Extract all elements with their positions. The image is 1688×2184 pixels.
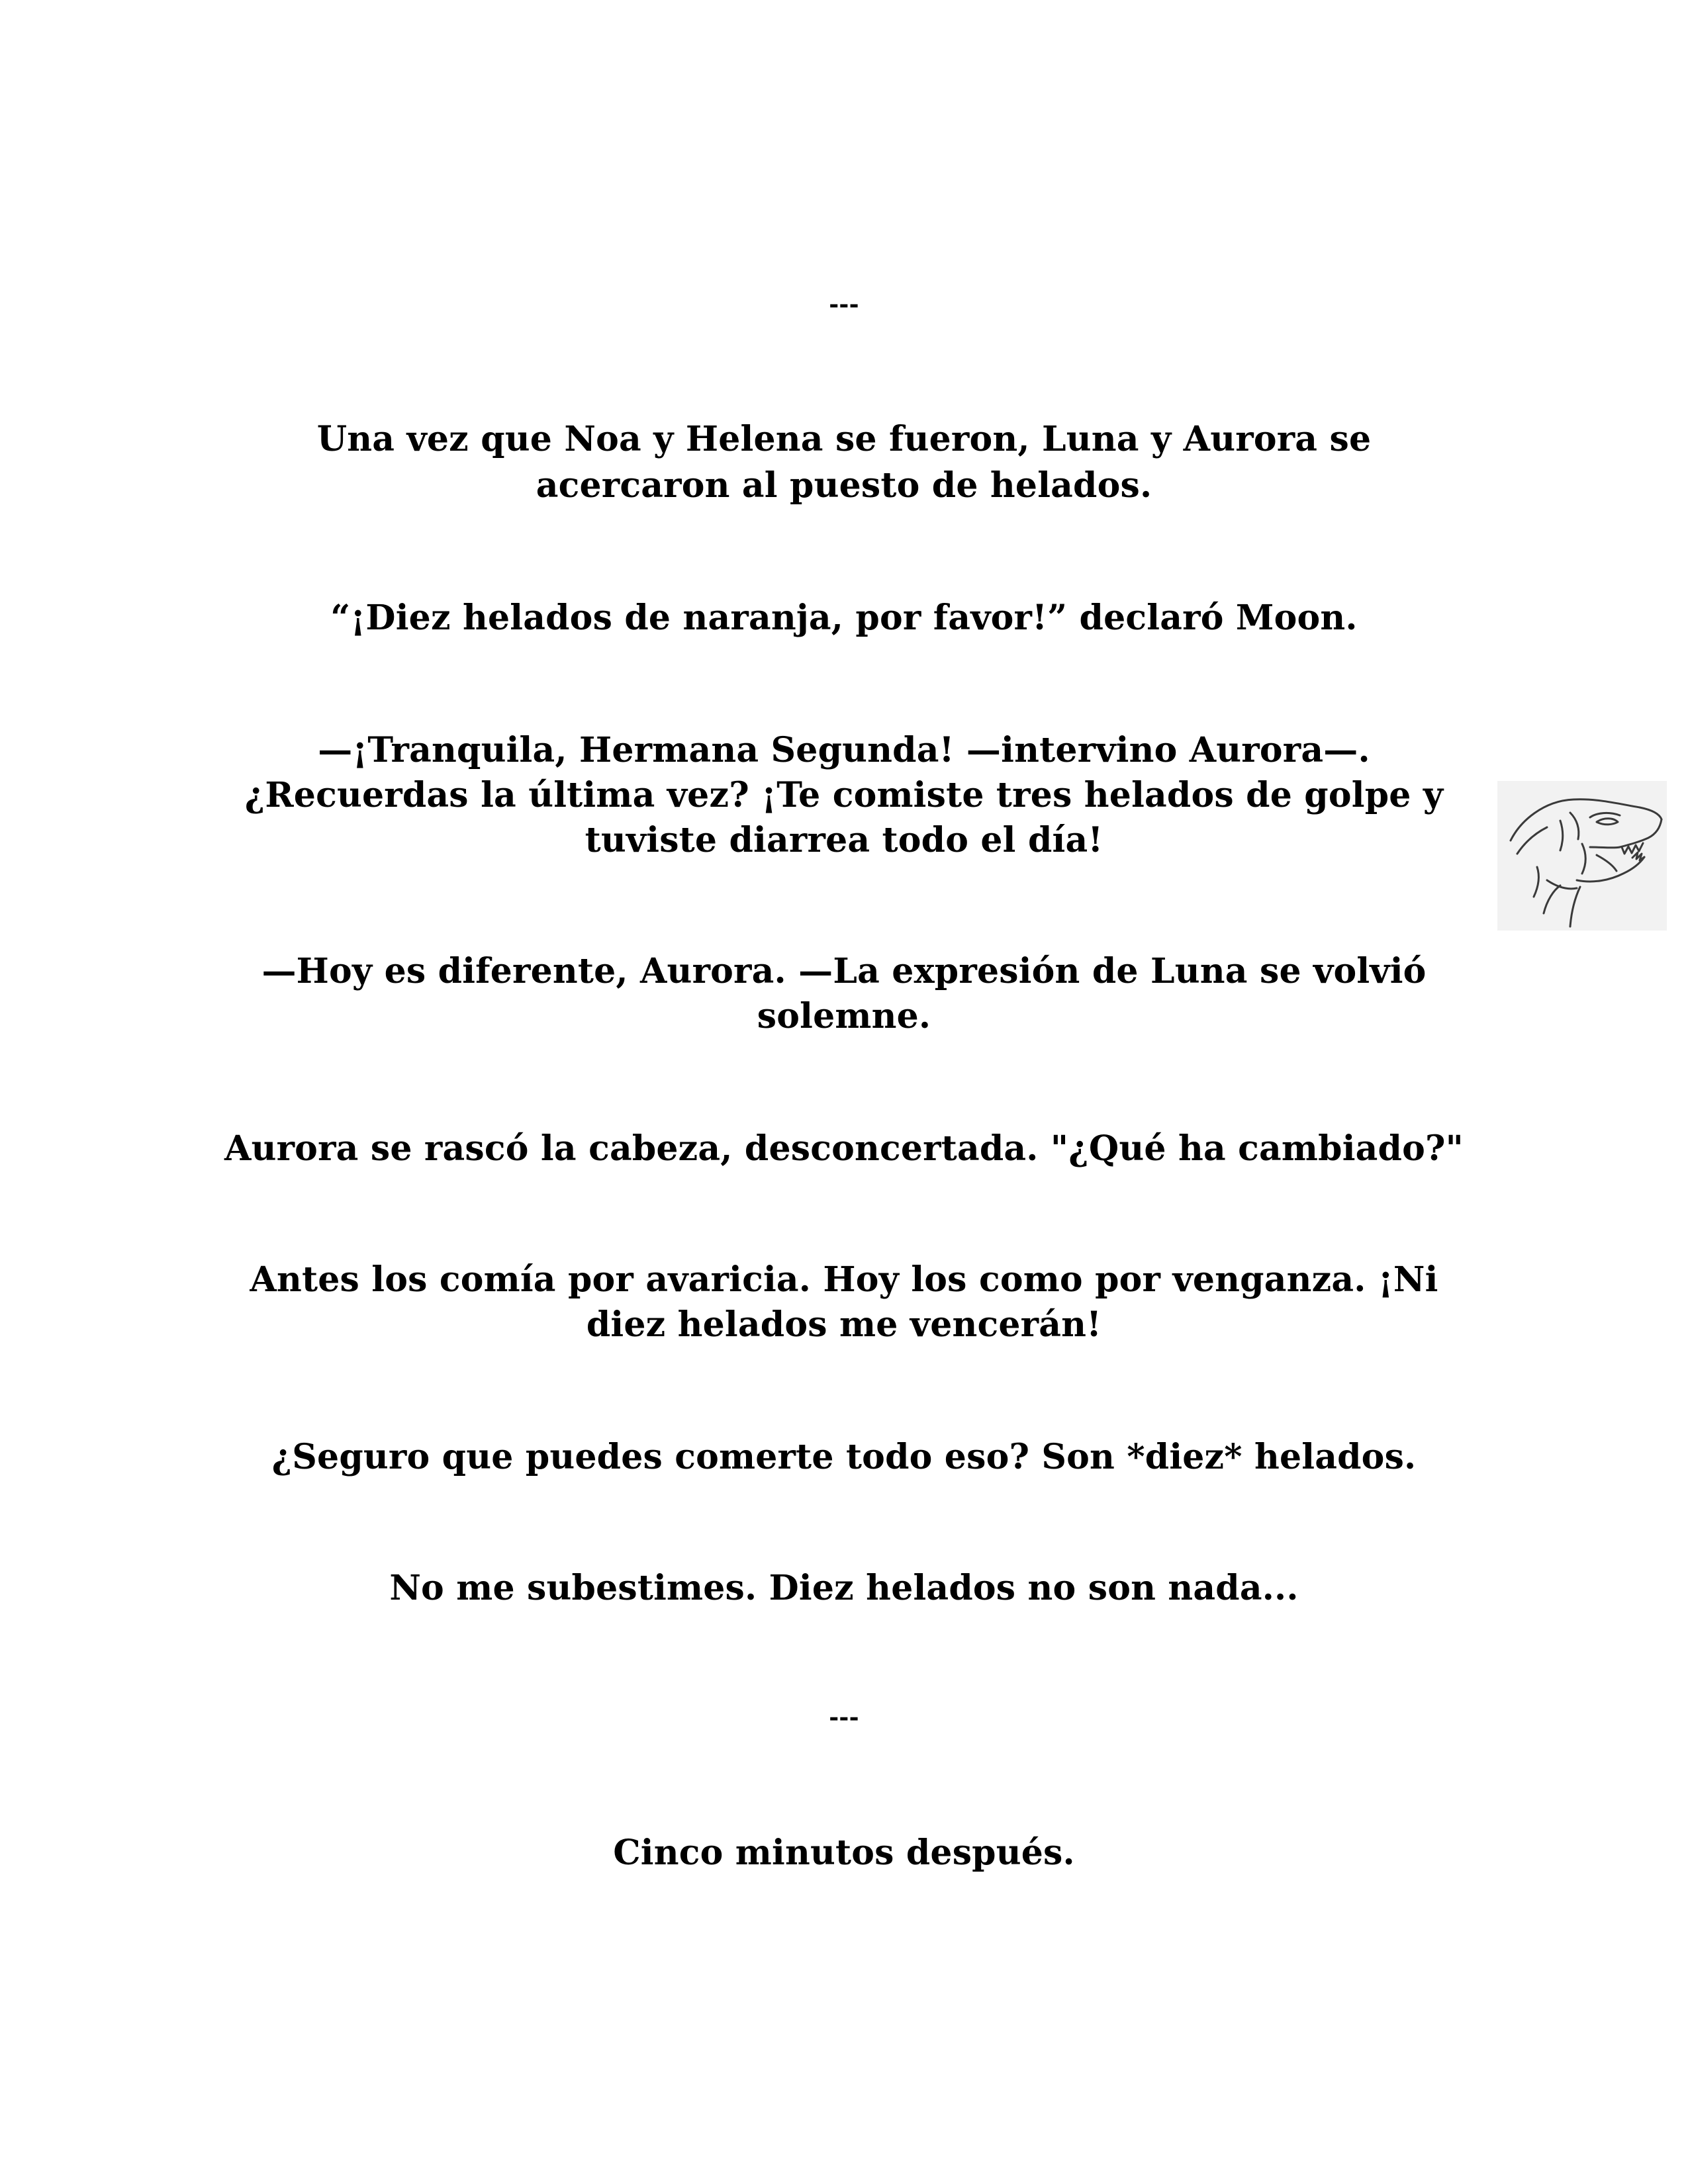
paragraph-line: acercaron al puesto de helados. — [536, 465, 1152, 506]
paragraph-line: ¿Seguro que puedes comerte todo eso? Son *diez* helados. — [271, 1437, 1417, 1477]
separator-top: --- — [829, 291, 859, 318]
paragraph-line: No me subestimes. Diez helados no son nada... — [389, 1568, 1299, 1608]
paragraph-line: tuviste diarrea todo el día! — [585, 820, 1103, 860]
separator-bottom: --- — [829, 1704, 859, 1731]
paragraph-line: —¡Tranquila, Hermana Segunda! —intervino Aurora—. — [318, 730, 1370, 770]
paragraph-line: diez helados me vencerán! — [586, 1304, 1102, 1345]
paragraph-line: “¡Diez helados de naranja, por favor!” declaró Moon. — [330, 598, 1358, 638]
paragraph-line: Antes los comía por avaricia. Hoy los como por venganza. ¡Ni — [250, 1259, 1438, 1300]
paragraph-line: Una vez que Noa y Helena se fueron, Luna y Aurora se — [316, 419, 1372, 459]
paragraph-line: Cinco minutos después. — [613, 1833, 1075, 1873]
paragraph-line: Aurora se rascó la cabeza, desconcertada. "¿Qué ha cambiado?" — [224, 1128, 1464, 1169]
paragraph-line: ¿Recuerdas la última vez? ¡Te comiste tres helados de golpe y — [244, 775, 1444, 815]
paragraph-line: —Hoy es diferente, Aurora. —La expresión de Luna se volvió — [261, 951, 1427, 991]
dinosaur-head-sketch-icon — [1497, 781, 1667, 931]
paragraph-line: solemne. — [757, 996, 931, 1036]
